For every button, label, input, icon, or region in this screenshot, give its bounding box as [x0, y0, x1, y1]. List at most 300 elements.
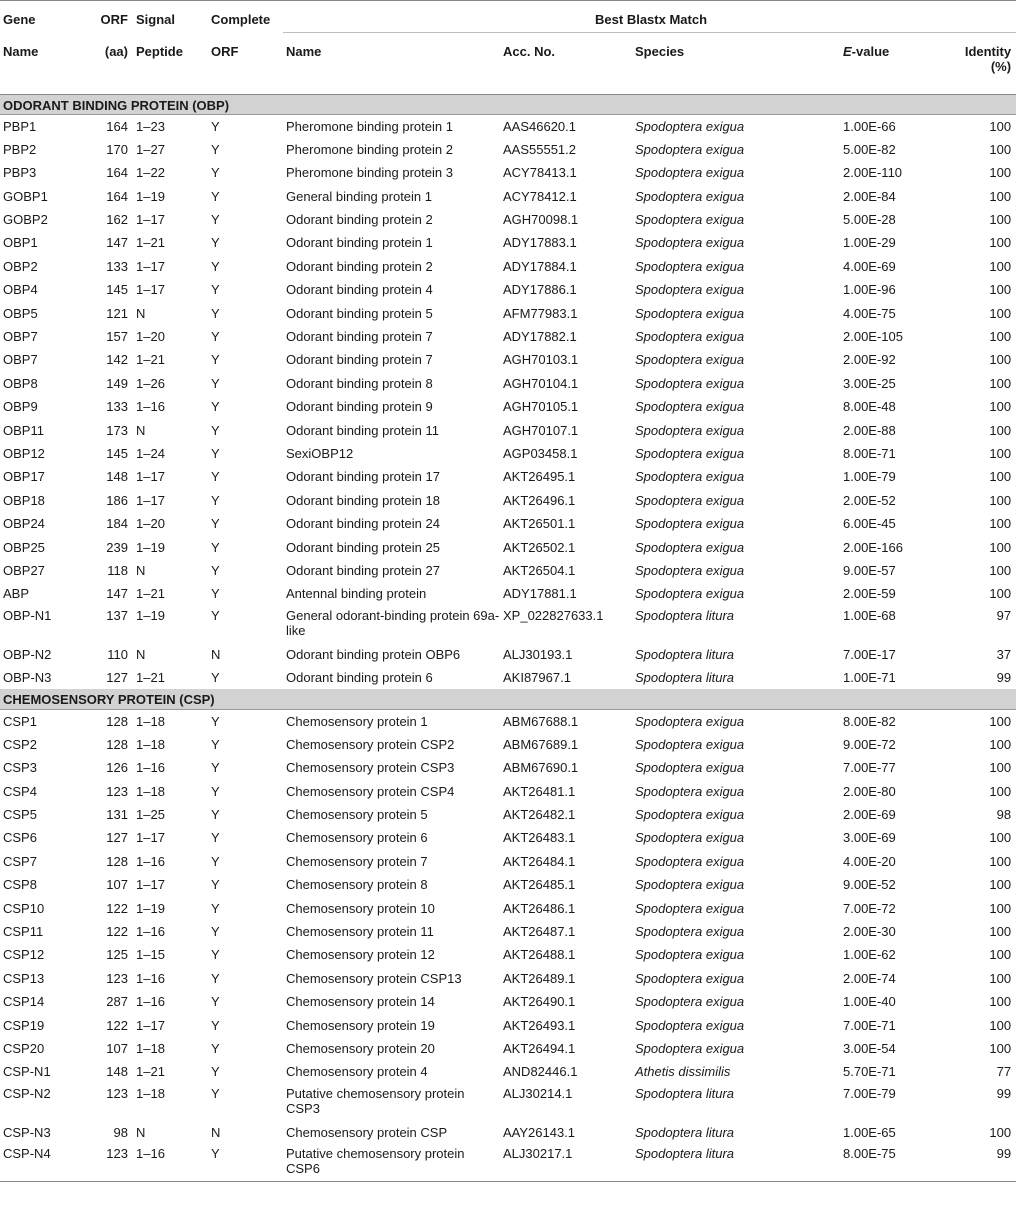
complete-orf-cell: Y: [211, 165, 220, 181]
evalue-cell: 3.00E-54: [843, 1040, 896, 1056]
table-row: [0, 138, 1016, 161]
evalue-cell: 8.00E-71: [843, 445, 896, 461]
match-name-cell: Chemosensory protein 14: [286, 994, 435, 1010]
identity-cell: 37: [996, 646, 1012, 662]
species-cell: Spodoptera exigua: [635, 469, 745, 485]
signal-peptide-cell: 1–21: [136, 235, 165, 251]
signal-peptide-cell: 1–26: [136, 375, 165, 391]
signal-peptide-cell: N: [136, 422, 146, 438]
gene-cell: GOBP1: [3, 188, 48, 204]
species-cell: Spodoptera exigua: [635, 994, 745, 1010]
table-row: [0, 1084, 1016, 1121]
accession-cell: ACY78412.1: [503, 188, 577, 204]
orf-cell: 145: [106, 282, 128, 298]
signal-peptide-cell: 1–17: [136, 877, 165, 893]
identity-cell: 100: [989, 760, 1012, 776]
table-row: [0, 1060, 1016, 1083]
orf-cell: 157: [106, 329, 128, 345]
orf-cell: 145: [106, 445, 128, 461]
accession-cell: AGH70103.1: [503, 352, 579, 368]
match-name-cell: Chemosensory protein CSP13: [286, 970, 462, 986]
table-row: [0, 1037, 1016, 1060]
match-name-cell: Odorant binding protein 17: [286, 469, 440, 485]
orf-cell: 123: [106, 970, 128, 986]
table-row: [0, 897, 1016, 920]
table-row: [0, 803, 1016, 826]
accession-cell: AAY26143.1: [503, 1124, 576, 1140]
header-identity: Identity (%): [964, 44, 1012, 74]
match-name-cell: Odorant binding protein 18: [286, 492, 440, 508]
signal-peptide-cell: 1–21: [136, 670, 165, 686]
orf-cell: 170: [106, 141, 128, 157]
table-row: [0, 559, 1016, 582]
section-header-row: [0, 95, 1016, 115]
complete-orf-cell: Y: [211, 713, 220, 729]
identity-cell: 100: [989, 713, 1012, 729]
orf-cell: 133: [106, 399, 128, 415]
signal-peptide-cell: N: [136, 1124, 146, 1140]
match-name-cell: Odorant binding protein 25: [286, 539, 440, 555]
gene-cell: OBP17: [3, 469, 45, 485]
evalue-cell: 9.00E-72: [843, 736, 896, 752]
accession-cell: XP_022827633.1: [503, 607, 604, 623]
orf-cell: 142: [106, 352, 128, 368]
identity-cell: 100: [989, 830, 1012, 846]
table-header: [0, 1, 1016, 95]
orf-cell: 147: [106, 586, 128, 602]
evalue-cell: 1.00E-65: [843, 1124, 896, 1140]
orf-cell: 148: [106, 469, 128, 485]
complete-orf-cell: Y: [211, 258, 220, 274]
evalue-cell: 7.00E-71: [843, 1017, 896, 1033]
signal-peptide-cell: 1–17: [136, 492, 165, 508]
species-cell: Spodoptera exigua: [635, 562, 745, 578]
species-cell: Spodoptera exigua: [635, 924, 745, 939]
signal-peptide-cell: 1–23: [136, 119, 165, 134]
identity-cell: 100: [989, 212, 1012, 228]
table-row: [0, 756, 1016, 779]
accession-cell: ADY17883.1: [503, 235, 577, 251]
gene-cell: OBP24: [3, 516, 45, 532]
complete-orf-cell: Y: [211, 1085, 220, 1101]
signal-peptide-cell: 1–20: [136, 329, 165, 345]
gene-cell: OBP27: [3, 562, 45, 578]
accession-cell: AKT26496.1: [503, 492, 576, 508]
species-cell: Spodoptera exigua: [635, 212, 745, 228]
header-gene-bottom: Name: [3, 43, 39, 59]
match-name-cell: Odorant binding protein 27: [286, 562, 440, 578]
accession-cell: ABM67688.1: [503, 713, 579, 729]
match-name-cell: Chemosensory protein 10: [286, 900, 435, 916]
table-row: [0, 606, 1016, 643]
identity-cell: 99: [996, 670, 1012, 686]
signal-peptide-cell: 1–16: [136, 924, 165, 939]
species-cell: Spodoptera exigua: [635, 830, 745, 846]
match-name-cell: Chemosensory protein 20: [286, 1040, 435, 1056]
identity-cell: 100: [989, 352, 1012, 368]
evalue-cell: 1.00E-96: [843, 282, 896, 298]
signal-peptide-cell: 1–24: [136, 445, 165, 461]
signal-peptide-cell: 1–18: [136, 1040, 165, 1056]
orf-cell: 127: [106, 830, 128, 846]
signal-peptide-cell: 1–16: [136, 399, 165, 415]
evalue-cell: 2.00E-84: [843, 188, 896, 204]
species-cell: Spodoptera exigua: [635, 329, 745, 345]
gene-cell: OBP9: [3, 399, 38, 415]
table-row: [0, 780, 1016, 803]
complete-orf-cell: N: [211, 1124, 221, 1140]
match-name-cell: Odorant binding protein 9: [286, 399, 433, 415]
species-cell: Spodoptera exigua: [635, 760, 745, 776]
gene-cell: OBP25: [3, 539, 45, 555]
orf-cell: 184: [106, 516, 128, 532]
header-evalue-e: E: [843, 44, 852, 59]
match-name-cell: Chemosensory protein 6: [286, 830, 428, 846]
table-row: [0, 850, 1016, 873]
identity-cell: 100: [989, 783, 1012, 799]
signal-peptide-cell: 1–17: [136, 212, 165, 228]
orf-cell: 118: [107, 562, 128, 578]
header-evalue-rest: -value: [851, 44, 890, 59]
evalue-cell: 2.00E-74: [843, 970, 896, 986]
signal-peptide-cell: 1–20: [136, 516, 165, 532]
accession-cell: AAS46620.1: [503, 119, 577, 134]
table-row: [0, 395, 1016, 418]
table-row: [0, 442, 1016, 465]
signal-peptide-cell: 1–17: [136, 469, 165, 485]
orf-cell: 164: [106, 188, 128, 204]
header-gene-top: Gene: [3, 12, 36, 27]
identity-cell: 100: [989, 469, 1012, 485]
table-row: [0, 536, 1016, 559]
orf-cell: 122: [106, 924, 128, 939]
header-name: Name: [286, 44, 322, 59]
accession-cell: AFM77983.1: [503, 305, 578, 321]
match-name-cell: Odorant binding protein 7: [286, 329, 433, 345]
orf-cell: 287: [106, 994, 128, 1010]
accession-cell: AKT26488.1: [503, 947, 576, 963]
table-row: [0, 512, 1016, 535]
complete-orf-cell: Y: [211, 736, 220, 752]
complete-orf-cell: Y: [211, 469, 220, 485]
identity-cell: 100: [989, 119, 1012, 134]
identity-cell: 100: [989, 586, 1012, 602]
evalue-cell: 1.00E-62: [843, 947, 896, 963]
table-row: [0, 325, 1016, 348]
evalue-cell: 8.00E-48: [843, 399, 896, 415]
evalue-cell: 3.00E-25: [843, 375, 896, 391]
signal-peptide-cell: 1–18: [136, 736, 165, 752]
match-name-cell: Chemosensory protein CSP2: [286, 736, 455, 752]
orf-cell: 147: [106, 235, 128, 251]
accession-cell: AKT26495.1: [503, 469, 576, 485]
identity-cell: 100: [989, 947, 1012, 963]
gene-cell: CSP8: [3, 877, 37, 893]
signal-peptide-cell: 1–25: [136, 807, 165, 823]
identity-cell: 100: [989, 994, 1012, 1010]
match-name-cell: Chemosensory protein 1: [286, 713, 428, 729]
header-orf-bottom: (aa): [104, 43, 128, 59]
evalue-cell: 7.00E-17: [843, 646, 896, 662]
table-row: [0, 1014, 1016, 1037]
accession-cell: AKT26487.1: [503, 924, 576, 939]
identity-cell: 100: [989, 422, 1012, 438]
gene-cell: CSP-N3: [3, 1124, 51, 1140]
table-row: [0, 990, 1016, 1013]
gene-cell: GOBP2: [3, 212, 48, 228]
evalue-cell: 5.00E-82: [843, 141, 896, 157]
orf-cell: 164: [106, 119, 128, 134]
evalue-cell: 7.00E-77: [843, 760, 896, 776]
complete-orf-cell: Y: [211, 783, 220, 799]
complete-orf-cell: Y: [211, 422, 220, 438]
identity-cell: 100: [989, 516, 1012, 532]
table-row: [0, 733, 1016, 756]
species-cell: Spodoptera exigua: [635, 877, 745, 893]
orf-cell: 128: [106, 736, 128, 752]
evalue-cell: 9.00E-52: [843, 877, 896, 893]
accession-cell: ADY17882.1: [503, 329, 577, 345]
species-cell: Spodoptera exigua: [635, 399, 745, 415]
identity-cell: 100: [989, 235, 1012, 251]
accession-cell: AKT26484.1: [503, 853, 576, 869]
species-cell: Spodoptera exigua: [635, 853, 745, 869]
accession-cell: AAS55551.2: [503, 141, 577, 157]
evalue-cell: 2.00E-88: [843, 422, 896, 438]
accession-cell: AKT26485.1: [503, 877, 576, 893]
signal-peptide-cell: 1–17: [136, 830, 165, 846]
accession-cell: AGH70104.1: [503, 375, 579, 391]
match-name-cell: Chemosensory protein 11: [286, 924, 434, 939]
match-name-cell: General binding protein 1: [286, 188, 432, 204]
species-cell: Spodoptera exigua: [635, 713, 745, 729]
match-name-cell: Odorant binding protein 2: [286, 258, 433, 274]
identity-cell: 100: [989, 492, 1012, 508]
species-cell: Spodoptera litura: [635, 1085, 735, 1101]
gene-cell: OBP7: [3, 329, 38, 345]
match-name-cell: Chemosensory protein 7: [286, 853, 428, 869]
gene-cell: CSP-N1: [3, 1064, 51, 1080]
table-row: [0, 582, 1016, 605]
gene-cell: OBP4: [3, 282, 38, 298]
match-name-cell: Odorant binding protein 11: [286, 422, 439, 438]
gene-cell: CSP10: [3, 900, 45, 916]
evalue-cell: 1.00E-40: [843, 994, 896, 1010]
complete-orf-cell: Y: [211, 539, 220, 555]
species-cell: Spodoptera exigua: [635, 375, 745, 391]
signal-peptide-cell: 1–19: [136, 607, 165, 623]
table-row: [0, 302, 1016, 325]
table-row: [0, 1121, 1016, 1144]
gene-cell: OBP1: [3, 235, 38, 251]
orf-cell: 148: [106, 1064, 128, 1080]
identity-cell: 100: [989, 562, 1012, 578]
gene-cell: CSP-N4: [0, 1144, 80, 1181]
identity-cell: 100: [989, 1017, 1012, 1033]
orf-cell: 122: [106, 1017, 128, 1033]
species-cell: Spodoptera litura: [635, 1124, 735, 1140]
complete-orf-cell: Y: [211, 1017, 220, 1033]
complete-orf-cell: Y: [211, 586, 220, 602]
signal-peptide-cell: N: [136, 562, 146, 578]
header-acc-no: Acc. No.: [503, 44, 556, 59]
match-name-cell: Odorant binding protein 5: [286, 305, 433, 321]
section-title: CHEMOSENSORY PROTEIN (CSP): [0, 689, 1016, 709]
species-cell: Spodoptera litura: [635, 607, 735, 623]
species-cell: Spodoptera litura: [635, 646, 735, 662]
complete-orf-cell: Y: [211, 947, 220, 963]
signal-peptide-cell: 1–17: [136, 1017, 165, 1033]
identity-cell: 100: [989, 375, 1012, 391]
accession-cell: AKT26489.1: [503, 970, 576, 986]
species-cell: Spodoptera exigua: [635, 807, 745, 823]
gene-cell: CSP1: [3, 713, 37, 729]
complete-orf-cell: Y: [208, 1144, 283, 1181]
match-name-cell: Odorant binding protein 8: [286, 375, 433, 391]
species-cell: Spodoptera exigua: [635, 586, 745, 602]
section-title: ODORANT BINDING PROTEIN (OBP): [0, 95, 1016, 115]
signal-peptide-cell: 1–17: [136, 258, 165, 274]
gene-cell: CSP7: [3, 853, 37, 869]
species-cell: Spodoptera exigua: [635, 258, 745, 274]
orf-cell: 98: [113, 1124, 128, 1140]
species-cell: Spodoptera exigua: [635, 539, 745, 555]
evalue-cell: 1.00E-68: [843, 607, 896, 623]
accession-cell: ALJ30214.1: [503, 1085, 573, 1101]
identity-cell: 100: [989, 165, 1012, 181]
header-evalue: [840, 33, 945, 95]
signal-peptide-cell: 1–21: [136, 1064, 165, 1080]
match-name-cell: Pheromone binding protein 3: [286, 165, 453, 181]
table-row: [0, 489, 1016, 512]
header-orf-top: ORF: [100, 12, 128, 27]
orf-cell: 122: [106, 900, 128, 916]
species-cell: Spodoptera exigua: [635, 235, 745, 251]
table-row: [0, 231, 1016, 254]
complete-orf-cell: Y: [211, 994, 220, 1010]
table-row: [0, 643, 1016, 666]
complete-orf-cell: Y: [211, 492, 220, 508]
orf-cell: 164: [106, 165, 128, 181]
evalue-cell: 2.00E-105: [843, 329, 903, 345]
orf-cell: 107: [106, 877, 128, 893]
identity-cell: 100: [989, 188, 1012, 204]
accession-cell: AKT26502.1: [503, 539, 576, 555]
table-row: [0, 278, 1016, 301]
accession-cell: AKT26504.1: [503, 562, 576, 578]
gene-cell: PBP1: [3, 119, 37, 134]
accession-cell: ABM67690.1: [503, 760, 579, 776]
complete-orf-cell: Y: [211, 607, 220, 623]
evalue-cell: 1.00E-71: [843, 670, 896, 686]
identity-cell: 100: [989, 877, 1012, 893]
table-row: [0, 185, 1016, 208]
species-cell: Spodoptera exigua: [635, 305, 745, 321]
species-cell: Spodoptera exigua: [635, 352, 745, 368]
orf-cell: 162: [106, 212, 128, 228]
gene-cell: OBP-N1: [3, 607, 52, 623]
identity-cell: 99: [945, 1144, 1016, 1181]
orf-cell: 133: [106, 258, 128, 274]
match-name-cell: Chemosensory protein 8: [286, 877, 428, 893]
table-row: [0, 255, 1016, 278]
evalue-cell: 9.00E-57: [843, 562, 896, 578]
orf-cell: 126: [106, 760, 128, 776]
species-cell: Spodoptera exigua: [635, 1017, 745, 1033]
match-name-cell: Antennal binding protein: [286, 586, 427, 602]
table-row: [0, 826, 1016, 849]
orf-cell: 107: [106, 1040, 128, 1056]
match-name-cell: Odorant binding protein 24: [286, 516, 440, 532]
orf-cell: 128: [106, 713, 128, 729]
match-name-cell: Chemosensory protein 19: [286, 1017, 435, 1033]
gene-cell: OBP2: [3, 258, 38, 274]
complete-orf-cell: Y: [211, 807, 220, 823]
orf-cell: 137: [106, 607, 128, 623]
signal-peptide-cell: 1–15: [136, 947, 165, 963]
orf-cell: 110: [107, 646, 128, 662]
orf-cell: 173: [106, 422, 128, 438]
signal-peptide-cell: 1–27: [136, 141, 165, 157]
orf-cell: 239: [106, 539, 128, 555]
complete-orf-cell: Y: [211, 516, 220, 532]
orf-cell: 127: [106, 670, 128, 686]
species-cell: Spodoptera exigua: [635, 736, 745, 752]
orf-cell: 131: [106, 807, 128, 823]
gene-cell: CSP2: [3, 736, 37, 752]
gene-cell: OBP8: [3, 375, 38, 391]
complete-orf-cell: Y: [211, 212, 220, 228]
section-header-row: [0, 689, 1016, 709]
identity-cell: 100: [989, 329, 1012, 345]
identity-cell: 100: [989, 282, 1012, 298]
accession-cell: AKT26486.1: [503, 900, 576, 916]
complete-orf-cell: Y: [211, 924, 220, 939]
evalue-cell: 6.00E-45: [843, 516, 896, 532]
table-row: [0, 873, 1016, 896]
complete-orf-cell: N: [211, 646, 221, 662]
accession-cell: AKT26482.1: [503, 807, 576, 823]
orf-cell: 125: [106, 947, 128, 963]
match-name-cell: Odorant binding protein 2: [286, 212, 433, 228]
evalue-cell: 2.00E-52: [843, 492, 896, 508]
complete-orf-cell: Y: [211, 141, 220, 157]
identity-cell: 100: [989, 970, 1012, 986]
complete-orf-cell: Y: [211, 352, 220, 368]
gene-cell: OBP-N2: [3, 646, 52, 662]
complete-orf-cell: Y: [211, 900, 220, 916]
match-name-cell: Odorant binding protein OBP6: [286, 646, 461, 662]
accession-cell: ALJ30193.1: [503, 646, 573, 662]
gene-cell: CSP19: [3, 1017, 45, 1033]
header-species: Species: [635, 44, 685, 59]
evalue-cell: 2.00E-166: [843, 539, 903, 555]
complete-orf-cell: Y: [211, 760, 220, 776]
accession-cell: AGH70105.1: [503, 399, 579, 415]
identity-cell: 100: [989, 736, 1012, 752]
species-cell: Spodoptera exigua: [635, 947, 745, 963]
signal-peptide-cell: 1–21: [136, 586, 165, 602]
accession-cell: ACY78413.1: [503, 165, 577, 181]
accession-cell: AKT26493.1: [503, 1017, 576, 1033]
gene-cell: PBP2: [3, 141, 37, 157]
gene-cell: CSP12: [3, 947, 45, 963]
species-cell: Spodoptera exigua: [635, 783, 745, 799]
evalue-cell: 3.00E-69: [843, 830, 896, 846]
evalue-cell: 1.00E-79: [843, 469, 896, 485]
evalue-cell: 5.70E-71: [843, 1064, 896, 1080]
gene-cell: OBP12: [3, 445, 45, 461]
